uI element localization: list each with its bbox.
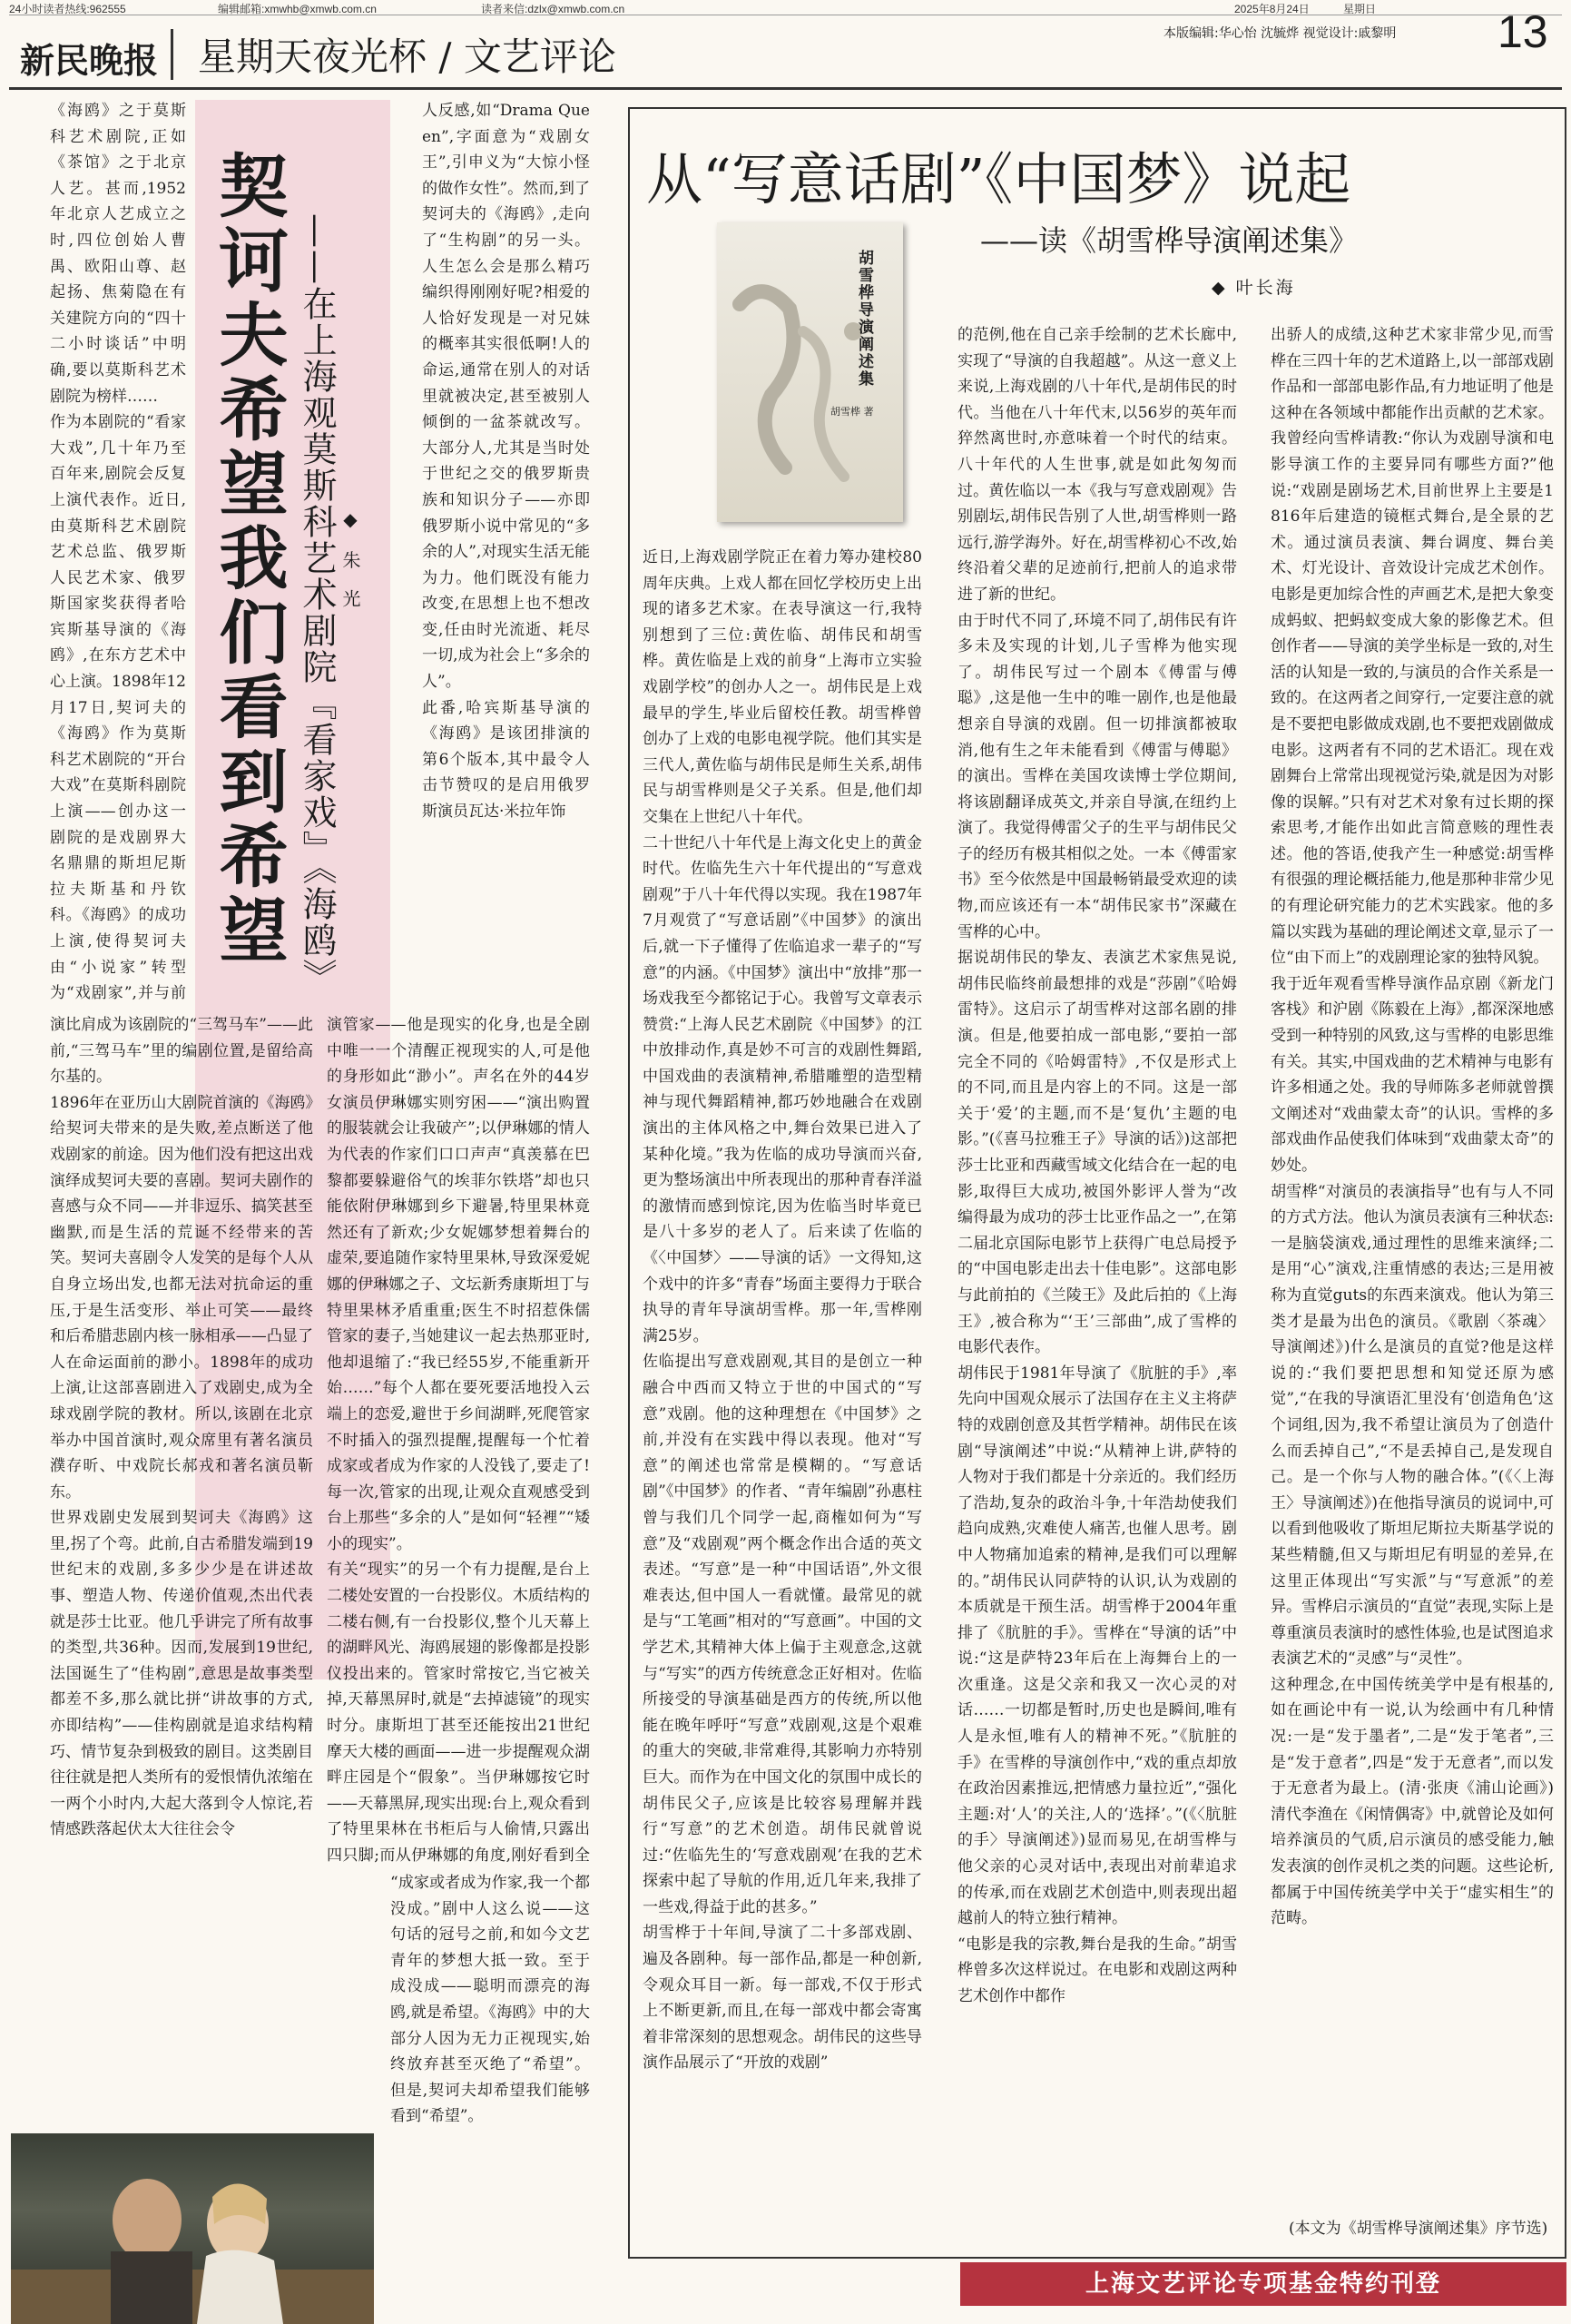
article1-author: ◆ 朱 光 — [339, 508, 361, 615]
issue-weekday: 星期日 — [1343, 3, 1377, 15]
reader-letters: 读者来信:dzlx@xmwb.com.cn — [481, 3, 625, 15]
article2-subtitle: ——读《胡雪桦导演阐述集》 — [980, 223, 1359, 258]
article1-title: 契诃夫希望我们看到希望 — [208, 150, 289, 969]
newspaper-brand: 新民晚报 — [20, 40, 159, 81]
section-name: 星期天夜光杯 / 文艺评论 — [198, 34, 616, 79]
article1-column-3: 演比肩成为该剧院的“三驾马车”——此前,“三驾马车”里的编剧位置,是留给高尔基的。 1896年在亚历山大剧院首演的《海鸥》给契诃夫带来的是失败,差点断送了他戏剧家的前途。因为他们没有把这出戏演绎成契诃夫要的喜剧。契诃夫剧作的喜感与众不同——并非逗乐、搞笑甚至幽默,而是生活的荒诞不经带来的苦笑。契诃夫喜剧令人发笑的是每个人从自身立场出发,也都无法对抗命运的重压,于是生活变形、举止可笑——最终和后希腊悲剧内核一脉相承——凸显了人在命运面前的渺小。1898年的成功上演,让这部喜剧进入了戏剧史,成为全球戏剧学院的教材。所以,该剧在北京举办中国首演时,观众席里有著名演员濮存昕、中戏院长郝戎和著名演员靳东。 世界戏剧史发展到契诃夫《海鸥》这里,拐了个弯。此前,自古希腊发端到19世纪末的戏剧,多多少少是在讲述故事、塑造人物、传递价值观,杰出代表就是莎士比亚。他几乎讲完了所有故事的类型,共36种。因而,发展到19世纪,法国诞生了“佳构剧”,意思是故事类型都差不多,那么就比拼“讲故事的方式,亦即结构”——佳构剧就是追求结构精巧、情节复杂到极致的剧目。这类剧目往往就是把人类所有的爱恨情仇浓缩在一两个小时内,大起大落到令人惊诧,若情感跌落起伏太大往往会令 — [50, 1016, 313, 1839]
article2-note: (本文为《胡雪桦导演阐述集》序节选) — [1289, 2220, 1548, 2238]
page-number: 13 — [1497, 6, 1548, 57]
stage-photo — [11, 2133, 374, 2324]
article1-column-2: 人反感,如“Drama Queen”,字面意为“戏剧女王”,引申义为“大惊小怪的做作女性”。然而,到了契诃夫的《海鸥》,走向了“生构剧”的另一头。人生怎么会是那么精巧编织得刚刚好呢?相爱的人恰好发现是一对兄妹的概率其实很低啊!人的命运,通常在别人的对话里就被决定,甚至被别人倾倒的一盆茶就改写。大部分人,尤其是当时处于世纪之交的俄罗斯贵族和知识分子——亦即俄罗斯小说中常见的“多余的人”,对现实生活无能为力。他们既没有能力改变,在思想上也不想改变,任由时光流逝、耗尽一切,成为社会上“多余的人”。 此番,哈宾斯基导演的《海鸥》是该团排演的第6个版本,其中最令人击节赞叹的是启用俄罗斯演员瓦达·米拉年饰 — [422, 102, 590, 822]
book-cover-title: 胡雪桦导演阐述集 — [855, 250, 873, 388]
article2-column-1: 近日,上海戏剧学院正在着力筹办建校80周年庆典。上戏人都在回忆学校历史上出现的诸多艺术家。在表导演这一行,我特别想到了三位:黄佐临、胡伟民和胡雪桦。黄佐临是上戏的前身“上海市立实验戏剧学校”的创办人之一。胡伟民是上戏最早的学生,毕业后留校任教。胡雪桦曾创办了上戏的电影电视学院。他们其实是三代人,黄佐临与胡伟民是师生关系,胡伟民与胡雪桦则是父子关系。但是,他们却交集在上世纪八十年代。 二十世纪八十年代是上海文化史上的黄金时代。佐临先生六十年代提出的“写意戏剧观”于八十年代得以实现。我在1987年7月观赏了“写意话剧”《中国梦》的演出后,就一下子懂得了佐临追求一辈子的“写意”的内涵。《中国梦》演出中“放排”那一场戏我至今都铭记于心。我曾写文章表示赞赏:“上海人民艺术剧院《中国梦》的江中放排动作,真是妙不可言的戏剧性舞蹈,中国戏曲的表演精神,希腊雕塑的造型精神与现代舞蹈精神,都巧妙地融合在戏剧演出的主体风格之中,舞台效果已进入了某种化境。”我为佐临的成功导演而兴奋,更为整场演出中所表现出的那种青春洋溢的激情而感到惊诧,因为佐临当时毕竟已是八十多岁的老人了。后来读了佐临的《〈中国梦〉——导演的话》一文得知,这个戏中的许多“青春”场面主要得力于联合执导的青年导演胡雪桦。那一年,雪桦刚满25岁。 佐临提出写意戏剧观,其目的是创立一种融合中西而又特立于世的中国式的“写意”戏剧。他的这种理想在《中国梦》之前,并没有在实践中得以表现。他对“写意”的阐述也常常是模糊的。“写意话剧”《中国梦》的作者、“青年编剧”孙惠柱曾与我们几个同学一起,商権如何为“写意”及“戏剧观”两个概念作出合适的英文表述。“写意”是一种“中国话语”,外文很难表达,但中国人一看就懂。最常见的就是与“工笔画”相对的“写意画”。中国的文学艺术,其精神大体上偏于主观意念,这就与“写实”的西方传统意念正好相对。佐临所接受的导演基础是西方的传统,所以他能在晚年呼吁“写意”戏剧观,这是个艰难的重大的突破,非常难得,其影响力亦特别巨大。而作为在中国文化的氛围中成长的胡伟民父子,应该是比较容易理解并践行“写意”的艺术创造。胡伟民就曾说过:“佐临先生的‘写意戏剧观’在我的艺术探索中起了导航的作用,近几年来,我排了一些戏,得益于此的甚多。” 胡雪桦于十年间,导演了二十多部戏剧、遍及各剧种。每一部作品,都是一种创新,令观众耳目一新。每一部戏,不仅于形式上不断更新,而且,在每一部戏中都会寄寓着非常深刻的思想观念。胡伟民的这些导演作品展示了“开放的戏剧” — [643, 548, 922, 2073]
sponsor-banner: 上海文艺评论专项基金特约刊登 — [960, 2262, 1566, 2306]
article1-column-4: 演管家——他是现实的化身,也是全剧中唯一一个清醒正视现实的人,可是他的身形如此“渺小”。声名在外的44岁女演员伊琳娜实则穷困——“演出购置的服装就会让我破产”;以伊琳娜的情人为代表的作家们口口声声“真羡慕在巴黎都要躲避俗气的埃菲尔铁塔”却也只能依附伊琳娜到乡下避暑,特里果林竟然还有了新欢;少女妮娜梦想着舞台的虚荣,要追随作家特里果林,导致深爱妮娜的伊琳娜之子、文坛新秀康斯坦丁与特里果林矛盾重重;医生不时招惹侏儒管家的妻子,当她建议一起去热那亚时,他却退缩了:“我已经55岁,不能重新开始……”每个人都在要死要活地投入云端上的恋爱,避世于乡间湖畔,死爬管家不时插入的强烈提醒,提醒每一个忙着成家或者成为作家的人没钱了,要走了!每一次,管家的出现,让观众直观感受到台上那些“多余的人”是如何“轻裡”“矮小的现实”。 有关“现实”的另一个有力提醒,是台上二楼处安置的一台投影仪。木质结构的二楼右侧,有一台投影仪,整个儿天幕上的湖畔风光、海鸥展翅的影像都是投影仪投出来的。管家时常按它,当它被关掉,天幕黑屏时,就是“去掉滤镜”的现实时分。康斯坦丁甚至还能按出21世纪摩天大楼的画面——进一步提醒观众湖畔庄园是个“假象”。当伊琳娜按它时——天幕黑屏,现实出现:台上,观众看到了特里果林在书柜后与人偷情,只露出四只脚;而从伊琳娜的角度,刚好看到全 — [327, 1016, 590, 1865]
header-divider — [171, 29, 173, 80]
stage-photo-scene — [11, 2133, 374, 2324]
article2-author: ◆ 叶长海 — [1212, 278, 1296, 298]
book-cover-image — [717, 222, 903, 522]
article1-column-1: 《海鸥》之于莫斯科艺术剧院,正如《茶馆》之于北京人艺。甚而,1952年北京人艺成立之时,四位创始人曹禺、欧阳山尊、赵起扬、焦菊隐在有关建院方向的“四十二小时谈话”中明确,要以莫斯科艺术剧院为榜样…… 作为本剧院的“看家大戏”,几十年乃至百年来,剧院会反复上演代表作。近日,由莫斯科艺术剧院艺术总监、俄罗斯人民艺术家、俄罗斯国家奖获得者哈宾斯基导演的《海鸥》,在东方艺术中心上演。1898年12月17日,契诃夫的《海鸥》作为莫斯科艺术剧院的“开台大戏”在莫斯科剧院上演——创办这一剧院的是戏剧界大名鼎鼎的斯坦尼斯拉夫斯基和丹钦科。《海鸥》的成功上演,使得契诃夫由“小说家”转型为“戏剧家”,并与前 — [50, 102, 186, 1003]
book-cover-author: 胡雪桦 著 — [830, 406, 874, 418]
top-info-line — [9, 0, 1562, 15]
reader-hotline: 24小时读者热线:962555 — [9, 3, 126, 15]
article2-title: 从“写意话剧”《中国梦》说起 — [646, 146, 1351, 212]
article2-column-2: 的范例,他在自己亲手绘制的艺术长廊中,实现了“导演的自我超越”。从这一意义上来说,上海戏剧的八十年代,是胡伟民的时代。当他在八十年代末,以56岁的英年而猝然离世时,亦意味着一个时代的结束。八十年代的人生世事,就是如此匆匆而过。黄佐临以一本《我与写意戏剧观》告别剧坛,胡伟民告别了人世,胡雪桦则一路远行,游学海外。好在,胡雪桦初心不改,始终沿着父辈的足迹前行,把前人的追求带进了新的世纪。 由于时代不同了,环境不同了,胡伟民有许多未及实现的计划,儿子雪桦为他实现了。胡伟民写过一个剧本《傅雷与傅聪》,这是他一生中的唯一剧作,也是他最想亲自导演的戏剧。但一切排演都被取消,他有生之年未能看到《傅雷与傅聪》的演出。雪桦在美国攻读博士学位期间,将该剧翻译成英文,并亲自导演,在纽约上演了。我觉得傅雷父子的生平与胡伟民父子的经历有极其相似之处。一本《傅雷家书》至今依然是中国最畅销最受欢迎的读物,而应该还有一本“胡伟民家书”深藏在雪桦的心中。 据说胡伟民的挚友、表演艺术家焦晃说,胡伟民临终前最想排的戏是“莎剧”《哈姆雷特》。这启示了胡雪桦对这部名剧的排演。但是,他要拍成一部电影,“要拍一部完全不同的《哈姆雷特》,不仅是形式上的不同,而且是内容上的不同。这是一部关于‘爱’的主题,而不是‘复仇’主题的电影。”(《喜马拉雅王子》导演的话》)这部把莎士比亚和西藏雪域文化结合在一起的电影,取得巨大成功,被国外影评人誉为“改编得最为成功的莎士比亚作品之一”,在第二届北京国际电影节上获得广电总局授予的“中国电影走出去十佳电影”。这部电影与此前拍的《兰陵王》及此后拍的《上海王》,被合称为“‘王’三部曲”,成了雪桦的电影代表作。 胡伟民于1981年导演了《肮脏的手》,率先向中国观众展示了法国存在主义主将萨特的戏剧创意及其哲学精神。胡伟民在该剧“导演阐述”中说:“从精神上讲,萨特的人物对于我们都是十分亲近的。我们经历了浩劫,复杂的政治斗争,十年浩劫使我们趋向成熟,灾难使人痛苦,也催人思考。剧中人物痛加追索的精神,是我们可以理解的。”胡伟民认同萨特的认识,认为戏剧的本质就是干预生活。胡雪桦于2004年重排了《肮脏的手》。雪桦在“导演的话”中说:“这是萨特23年后在上海舞台上的一次重逢。这是父亲和我又一次心灵的对话……一切都是暂时,历史也是瞬间,唯有人是永恒,唯有人的精神不死。”《肮脏的手》在雪桦的导演创作中,“戏的重点却放在政治因素推远,把情感力量拉近”,“强化主题:对‘人’的关注,人的‘选择’。”(《〈肮脏的手〉导演阐述》)显而易见,在胡雪桦与他父亲的心灵对话中,表现出对前辈追求的传承,而在戏剧艺术创造中,则表现出超越前人的特立独行精神。 “电影是我的宗教,舞台是我的生命。”胡雪桦曾多次这样说过。在电影和戏剧这两种艺术创作中都作 — [957, 326, 1237, 2005]
page-editors: 本版编辑:华心怡 沈毓烨 视觉设计:戚黎明 — [1164, 26, 1397, 41]
editor-email: 编辑邮箱:xmwhb@xmwb.com.cn — [218, 3, 377, 15]
article1-subtitle: ——在上海观莫斯科艺术剧院『看家戏』《海鸥》 — [297, 213, 337, 995]
article2-column-3: 出骄人的成绩,这种艺术家非常少见,而雪桦在三四十年的艺术道路上,以一部部戏剧作品和一部部电影作品,有力地证明了他是这种在各领域中都能作出贡献的艺术家。我曾经向雪桦请教:“你认为戏剧导演和电影导演工作的主要异同有哪些方面?”他说:“戏剧是剧场艺术,目前世界上主要是1816年后建造的镜框式舞台,是全景的艺术。通过演员表演、舞台调度、舞台美术、灯光设计、音效设计完成艺术创作。电影是更加综合性的声画艺术,是把大象变成蚂蚁、把蚂蚁变成大象的影像艺术。但创作者——导演的美学坐标是一致的,对生活的认知是一致的,与演员的合作关系是一致的。在这两者之间穿行,一定要注意的就是不要把电影做成戏剧,也不要把戏剧做成电影。这两者有不同的艺术语汇。现在戏剧舞台上常常出现视觉污染,就是因为对影像的误解。”只有对艺术对象有过长期的探索思考,才能作出如此言简意赅的理性表述。他的答语,使我产生一种感觉:胡雪桦有很强的理论概括能力,他是那种非常少见的有理论研究能力的艺术实践家。他的多篇以实践为基础的理论阐述文章,显示了一位“由下而上”的戏剧理论家的独特风貌。 我于近年观看雪桦导演作品京剧《新龙门客栈》和沪剧《陈毅在上海》,都深深地感受到一种特别的风致,这与雪桦的电影思维有关。其实,中国戏曲的艺术精神与电影有许多相通之处。我的导师陈多老师就曾撰文阐述对“戏曲蒙太奇”的认识。雪桦的多部戏曲作品使我们体味到“戏曲蒙太奇”的妙处。 胡雪桦“对演员的表演指导”也有与人不同的方式方法。他认为演员表演有三种状态:一是脑袋演戏,通过理性的思维来演绎;二是用“心”演戏,注重情感的表达;三是用被称为直觉guts的东西来演戏。他认为第三类才是最为出色的演员。《歌剧〈茶魂〉导演阐述》)什么是演员的直觉?他是这样说的:“我们要把思想和知觉还原为感觉”,“在我的导演语汇里没有‘创造角色’这个词组,因为,我不希望让演员为了创造什么而丢掉自己”,“不是丢掉自己,是发现自己。是一个你与人物的融合体。”(《〈上海王〉导演阐述》)在他指导演员的说词中,可以看到他吸收了斯坦尼斯拉夫斯基学说的某些精髓,但又与斯坦尼有明显的差异,在这里正体现出“写实派”与“写意派”的差异。雪桦启示演员的“直觉”表现,实际上是尊重演员表演时的感性体验,也是试图追求表演艺术的“灵感”与“灵性”。 这种理念,在中国传统美学中是有根基的,如在画论中有一说,认为绘画中有几种情况:一是“发于墨者”,二是“发于笔者”,三是“发于意者”,四是“发于无意者”,而以发于无意者为最上。(清·张庚《浦山论画》)清代李渔在《闲情偶寄》中,就曾论及如何培养演员的气质,启示演员的感受能力,触发表演的创作灵机之类的问题。这些论析,都属于中国传统美学中关于“虚实相生”的范畴。 — [1271, 326, 1554, 1928]
article1-column-5: “成家或者成为作家,我一个都没成。”剧中人这么说——这句话的冠号之前,和如今文艺青年的梦想大抵一致。至于成没成——聪明而漂亮的海鸥,就是希望。《海鸥》中的大部分人因为无力正视现实,始终放弃甚至灭绝了“希望”。但是,契诃夫却希望我们能够看到“希望”。 — [390, 1874, 590, 2126]
issue-date: 2025年8月24日 — [1234, 3, 1310, 15]
